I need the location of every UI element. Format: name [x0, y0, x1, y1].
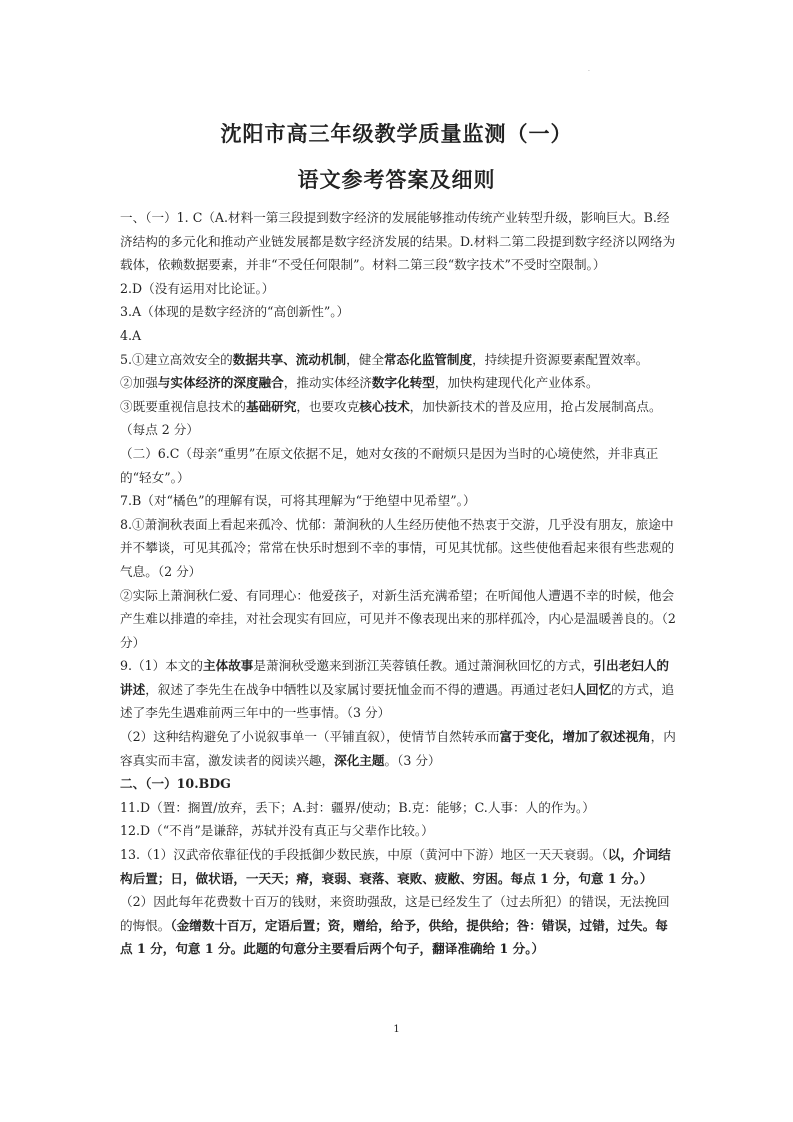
page-subtitle: 语文参考答案及细则	[297, 168, 496, 192]
answer-q5-point2: ②加强与实体经济的深度融合，推动实体经济数字化转型，加快构建现代化产业体系。	[120, 375, 599, 391]
answer-q13-part2: （2）因此每年花费数十百万的钱财，来资助强敌，这是已经发生了（过去所犯）的错误，无法挽回的悔恨。（金缯数十百万，定语后置；资，赠给，给予，供给，提供给；咎：错误，过错，过失。每点 1 分，句意 1 分。此题的句意分主要看后两个句子，翻译准确给 1 分。）	[120, 894, 670, 957]
answer-q10: 二、（一）10.BDG	[120, 776, 231, 792]
page-number: 1	[393, 1024, 400, 1035]
answer-q2: 2.D（没有运用对比论证。）	[120, 280, 275, 296]
page-title: 沈阳市高三年级教学质量监测（一）	[220, 122, 573, 146]
answer-q8-point2: ②实际上萧涧秋仁爱、有同理心：他爱孩子，对新生活充满希望；在听闻他人遭遇不幸的时候，他会产生难以排遣的牵挂，对社会现实有回应，可见并不像表现出来的那样孤冷，内心是温暖善良的。（2 分）	[120, 587, 676, 650]
answer-q12: 12.D（“不肖”是谦辞，苏轼并没有真正与父辈作比较。）	[120, 823, 434, 839]
answer-q8-point1: 8.①萧涧秋表面上看起来孤冷、忧郁：萧涧秋的人生经历使他不热衷于交游，几乎没有朋友，旅途中并不攀谈，可见其孤冷；常常在快乐时想到不幸的事情，可见其忧郁。这些使他看起来很有些悲观的气息。（2 分）	[120, 516, 675, 579]
answer-q9-part2: （2）这种结构避免了小说叙事单一（平铺直叙），使情节自然转承而富于变化，增加了叙述视角，内容真实而丰富，激发读者的阅读兴趣，深化主题。（3 分）	[120, 729, 676, 768]
scan-mark: ·	[588, 68, 590, 75]
answer-body	[120, 206, 678, 961]
answer-q1: 一、（一）1. C（A.材料一第三段提到数字经济的发展能够推动传统产业转型升级，影响巨大。B.经济结构的多元化和推动产业链发展都是数字经济发展的结果。D.材料二第二段提到数字经济以网络为载体，依赖数据要素，并非“不受任何限制”。材料二第三段“数字技术”不受时空限制。）	[120, 210, 676, 273]
answer-q11: 11.D（置：搁置/放弃，丢下；A.封：疆界/使动；B.克：能够；C.人事：人的作为。）	[120, 799, 595, 815]
answer-q7: 7.B（对“橘色”的理解有误，可将其理解为“于绝望中见希望”。）	[120, 493, 476, 509]
answer-q6: （二）6.C（母亲“重男”在原文依据不足，她对女孩的不耐烦只是因为当时的心境使然，并非真正的“轻女”。）	[120, 445, 659, 485]
answer-q9-part1: 9.（1）本文的主体故事是萧涧秋受邀来到浙江芙蓉镇任教。通过萧涧秋回忆的方式，引出老妇人的讲述，叙述了李先生在战争中牺牲以及家属讨要抚恤金而不得的遭遇。再通过老妇人回忆的方式，追述了李先生遇难前两三年中的一些事情。（3 分）	[120, 658, 675, 721]
answer-q3: 3.A（体现的是数字经济的“高创新性”。）	[120, 304, 350, 320]
answer-q5-point1: 5.①建立高效安全的数据共享、流动机制，健全常态化监管制度，持续提升资源要素配置效率。	[120, 351, 649, 367]
answer-q13-part1: 13.（1）汉武帝依靠征伐的手段抵御少数民族，中原（黄河中下游）地区一天天衰弱。（以，介词结构后置；日，做状语，一天天；瘠，衰弱、衰落、衰败、疲敝、穷困。每点 1 分，句意 1 分。）	[120, 847, 671, 886]
answer-q5-point3: ③既要重视信息技术的基础研究，也要攻克核心技术，加快新技术的普及应用，抢占发展制高点。（每点 2 分）	[120, 398, 662, 438]
answer-q4: 4.A	[120, 327, 142, 343]
